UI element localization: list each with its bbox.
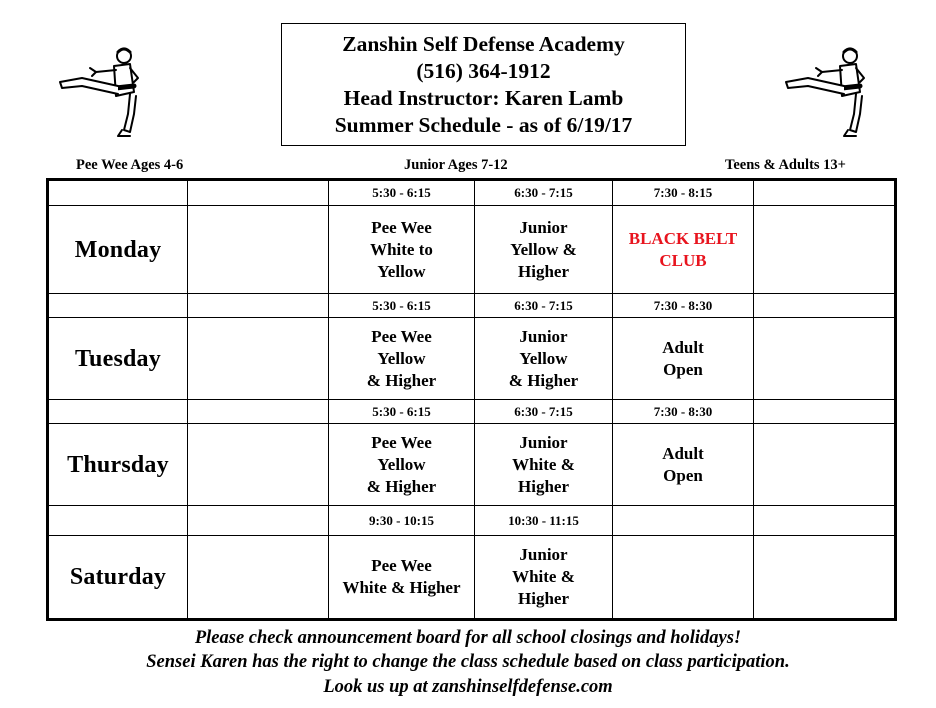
class-line: Yellow <box>519 348 568 368</box>
class-line: Adult <box>662 443 704 463</box>
class-line: BLACK BELT <box>628 228 738 248</box>
karate-kick-icon <box>52 42 152 142</box>
age-label-junior: Junior Ages 7-12 <box>404 157 508 173</box>
empty-cell <box>754 206 896 294</box>
footer-closings-note: Please check announcement board for all school closings and holidays! <box>194 628 742 648</box>
class-line: & Higher <box>508 370 579 390</box>
time-slot: 5:30 - 6:15 <box>329 180 475 206</box>
class-line: Pee Wee <box>371 217 432 237</box>
class-cell <box>613 206 754 294</box>
header-box <box>281 23 686 146</box>
day-label: Thursday <box>48 424 188 506</box>
age-label-pee-wee: Pee Wee Ages 4-6 <box>76 157 184 173</box>
class-line: Junior <box>519 432 568 452</box>
head-instructor: Head Instructor: Karen Lamb <box>343 85 624 110</box>
empty-cell <box>188 536 329 620</box>
empty-cell <box>754 400 896 424</box>
class-row <box>48 536 896 620</box>
class-cell <box>613 318 754 400</box>
class-line: Yellow <box>377 348 426 368</box>
class-line: White & Higher <box>342 578 461 597</box>
time-slot: 7:30 - 8:30 <box>613 400 754 424</box>
class-row <box>48 206 896 294</box>
time-slot: 6:30 - 7:15 <box>475 400 613 424</box>
class-line: CLUB <box>659 250 707 270</box>
class-line: Yellow & <box>510 239 577 259</box>
class-cell <box>475 536 613 620</box>
class-line: Higher <box>518 476 569 496</box>
day-label: Tuesday <box>48 318 188 400</box>
empty-cell <box>754 180 896 206</box>
class-cell <box>329 318 475 400</box>
class-line: Open <box>663 465 703 485</box>
schedule-table <box>46 178 897 621</box>
footer-schedule-note: Sensei Karen has the right to change the class schedule based on class participation. <box>146 652 790 672</box>
time-slot: 6:30 - 7:15 <box>475 180 613 206</box>
empty-cell <box>188 180 329 206</box>
time-slot: 9:30 - 10:15 <box>329 506 475 536</box>
day-label: Saturday <box>48 536 188 620</box>
class-cell <box>613 536 754 620</box>
schedule-title: Summer Schedule - as of 6/19/17 <box>334 112 633 137</box>
empty-cell <box>188 294 329 318</box>
class-line: Higher <box>518 261 569 281</box>
footer-website: Look us up at zanshinselfdefense.com <box>323 677 613 697</box>
class-line: Yellow <box>377 261 426 281</box>
time-row <box>48 180 896 206</box>
class-cell <box>329 206 475 294</box>
class-line: Open <box>663 359 703 379</box>
class-line: White to <box>370 239 433 259</box>
phone-number: (516) 364-1912 <box>416 58 551 83</box>
class-line: Junior <box>519 217 568 237</box>
time-row <box>48 294 896 318</box>
class-line: Junior <box>519 326 568 346</box>
class-row <box>48 318 896 400</box>
time-slot <box>613 506 754 536</box>
class-cell <box>475 424 613 506</box>
class-line: Yellow <box>377 454 426 474</box>
class-line: Adult <box>662 337 704 357</box>
time-slot: 6:30 - 7:15 <box>475 294 613 318</box>
empty-cell <box>188 506 329 536</box>
empty-cell <box>754 424 896 506</box>
class-line: Higher <box>518 589 569 608</box>
class-line: Pee Wee <box>371 326 432 346</box>
class-line: White & <box>512 567 575 586</box>
empty-cell <box>754 318 896 400</box>
empty-cell <box>48 400 188 424</box>
class-line: & Higher <box>366 476 437 496</box>
empty-cell <box>188 206 329 294</box>
class-line: Pee Wee <box>371 432 432 452</box>
time-row <box>48 400 896 424</box>
karate-kick-icon <box>778 42 878 142</box>
empty-cell <box>48 506 188 536</box>
class-cell <box>329 536 475 620</box>
class-cell <box>475 206 613 294</box>
class-line: Pee Wee <box>371 556 432 575</box>
day-label: Monday <box>48 206 188 294</box>
class-line: White & <box>512 454 575 474</box>
class-cell <box>475 318 613 400</box>
class-cell <box>613 424 754 506</box>
empty-cell <box>754 294 896 318</box>
academy-name: Zanshin Self Defense Academy <box>342 31 625 56</box>
time-slot: 7:30 - 8:30 <box>613 294 754 318</box>
empty-cell <box>48 294 188 318</box>
class-line: Junior <box>519 545 568 564</box>
empty-cell <box>188 424 329 506</box>
time-slot: 7:30 - 8:15 <box>613 180 754 206</box>
class-row <box>48 424 896 506</box>
age-label-teens: Teens & Adults 13+ <box>725 157 846 173</box>
class-cell <box>329 424 475 506</box>
empty-cell <box>188 400 329 424</box>
empty-cell <box>754 536 896 620</box>
empty-cell <box>188 318 329 400</box>
class-line: & Higher <box>366 370 437 390</box>
empty-cell <box>48 180 188 206</box>
time-slot: 5:30 - 6:15 <box>329 400 475 424</box>
time-slot: 5:30 - 6:15 <box>329 294 475 318</box>
time-row <box>48 506 896 536</box>
time-slot: 10:30 - 11:15 <box>475 506 613 536</box>
empty-cell <box>754 506 896 536</box>
